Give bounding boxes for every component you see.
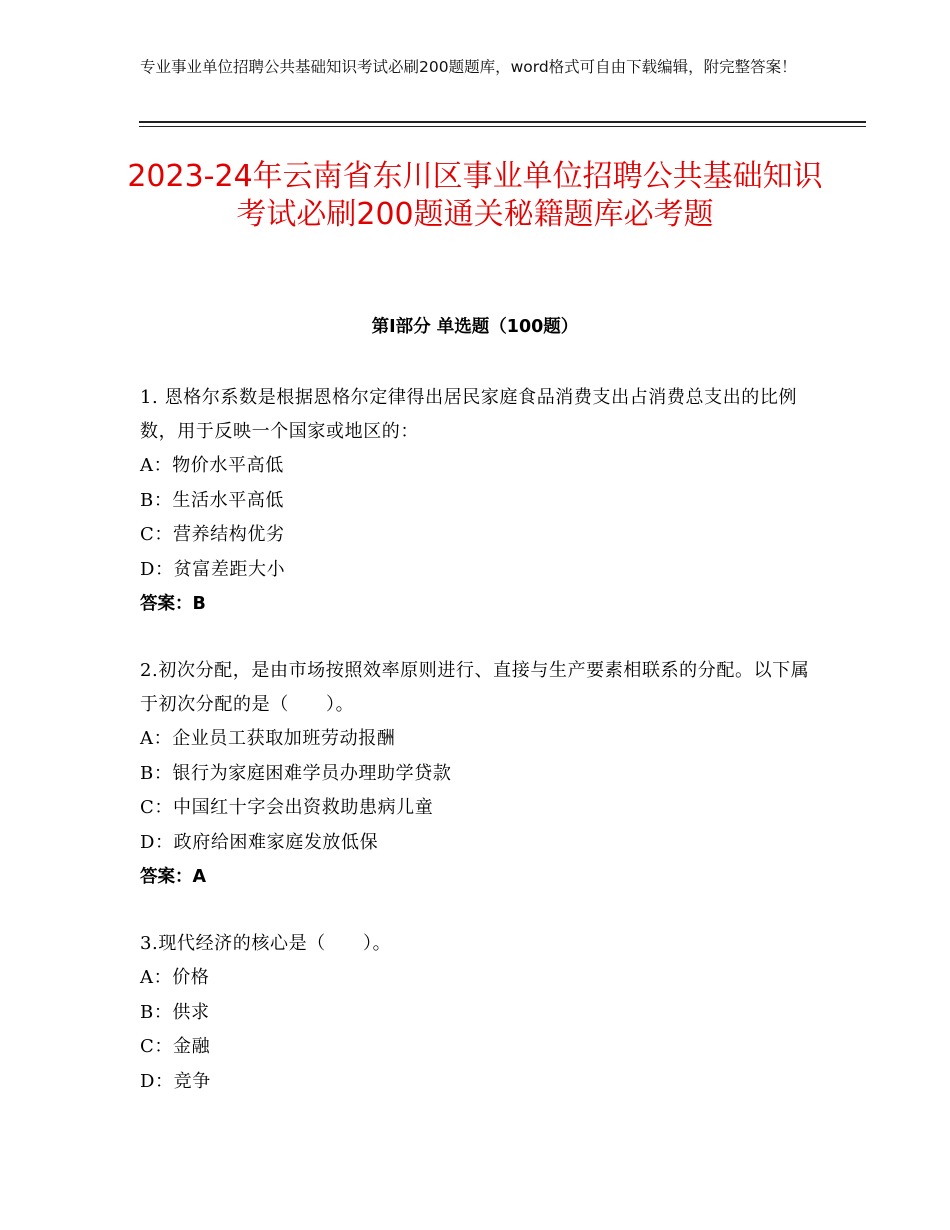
option-d: D：竞争 [140, 1070, 211, 1092]
answer: 答案：A [140, 867, 207, 887]
option-c: C：营养结构优劣 [140, 524, 285, 545]
option-a: A：物价水平高低 [140, 455, 284, 476]
header-divider-thick [139, 121, 866, 123]
option-b: B：银行为家庭困难学员办理助学贷款 [140, 762, 452, 784]
question-list [140, 381, 810, 1132]
question-3 [140, 927, 810, 1099]
option-a: A：企业员工获取加班劳动报酬 [140, 728, 396, 749]
question-2 [140, 654, 810, 894]
question-stem: 2.初次分配，是由市场按照效率原则进行、直接与生产要素相联系的分配。以下属于初次分配的是（ ）。 [140, 660, 810, 715]
question-stem: 3.现代经济的核心是（ ）。 [140, 933, 392, 954]
option-c: C：中国红十字会出资救助患病儿童 [140, 797, 434, 818]
option-b: B：供求 [140, 1001, 210, 1023]
option-d: D：政府给困难家庭发放低保 [140, 831, 379, 853]
option-a: A：价格 [140, 967, 210, 988]
answer: 答案：B [140, 594, 206, 614]
question-1 [140, 381, 810, 621]
question-stem: 1. 恩格尔系数是根据恩格尔定律得出居民家庭食品消费支出占消费总支出的比例数，用于反映一个国家或地区的： [140, 387, 798, 442]
option-c: C：金融 [140, 1036, 211, 1057]
header-note: 专业事业单位招聘公共基础知识考试必刷200题题库，word格式可自由下载编辑，附完整答案！ [140, 58, 797, 76]
document-title: 2023-24年云南省东川区事业单位招聘公共基础知识考试必刷200题通关秘籍题库必考题 [127, 159, 823, 232]
header-divider-thin [139, 126, 866, 127]
option-d: D：贫富差距大小 [140, 558, 286, 580]
section-title: 第I部分 单选题（100题） [371, 317, 579, 337]
option-b: B：生活水平高低 [140, 489, 285, 511]
